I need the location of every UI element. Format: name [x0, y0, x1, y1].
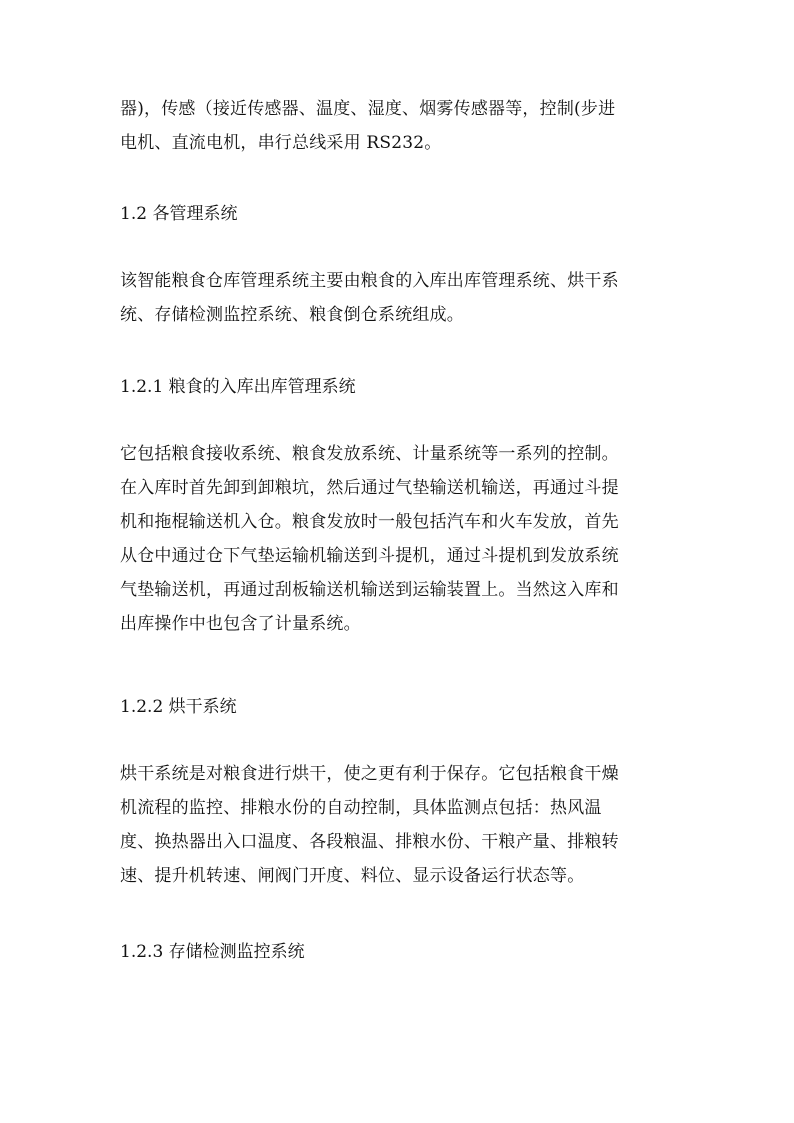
- paragraph-line: 机和拖棍输送机入仓。粮食发放时一般包括汽车和火车发放，首先: [120, 512, 619, 532]
- section-heading-1-2: 1.2 各管理系统: [120, 204, 238, 224]
- section-1-2-paragraph: [120, 264, 680, 332]
- paragraph-line: 统、存储检测监控系统、粮食倒仓系统组成。: [120, 305, 464, 325]
- paragraph-line: 在入库时首先卸到卸粮坑，然后通过气垫输送机输送，再通过斗提: [120, 478, 619, 498]
- section-1-2-2-paragraph: [120, 757, 680, 893]
- section-heading-1-2-1: 1.2.1 粮食的入库出库管理系统: [120, 377, 356, 397]
- paragraph-line: 电机、直流电机，串行总线采用 RS232。: [120, 133, 442, 153]
- section-heading-1-2-3: 1.2.3 存储检测监控系统: [120, 942, 305, 962]
- paragraph-line: 该智能粮食仓库管理系统主要由粮食的入库出库管理系统、烘干系: [120, 271, 619, 291]
- intro-paragraph: [120, 92, 680, 160]
- paragraph-line: 速、提升机转速、闸阀门开度、料位、显示设备运行状态等。: [120, 866, 585, 886]
- section-1-2-1-paragraph: [120, 437, 680, 641]
- paragraph-line: 出库操作中也包含了计量系统。: [120, 614, 361, 634]
- section-heading-1-2-2: 1.2.2 烘干系统: [120, 697, 237, 717]
- paragraph-line: 器)，传感（接近传感器、温度、湿度、烟雾传感器等，控制(步进: [120, 99, 616, 119]
- paragraph-line: 烘干系统是对粮食进行烘干，使之更有利于保存。它包括粮食干燥: [120, 764, 619, 784]
- paragraph-line: 气垫输送机，再通过刮板输送机输送到运输装置上。当然这入库和: [120, 580, 619, 600]
- paragraph-line: 它包括粮食接收系统、粮食发放系统、计量系统等一系列的控制。: [120, 444, 619, 464]
- paragraph-line: 从仓中通过仓下气垫运输机输送到斗提机，通过斗提机到发放系统: [120, 546, 619, 566]
- paragraph-line: 机流程的监控、排粮水份的自动控制，具体监测点包括：热风温: [120, 798, 602, 818]
- paragraph-line: 度、换热器出入口温度、各段粮温、排粮水份、干粮产量、排粮转: [120, 832, 619, 852]
